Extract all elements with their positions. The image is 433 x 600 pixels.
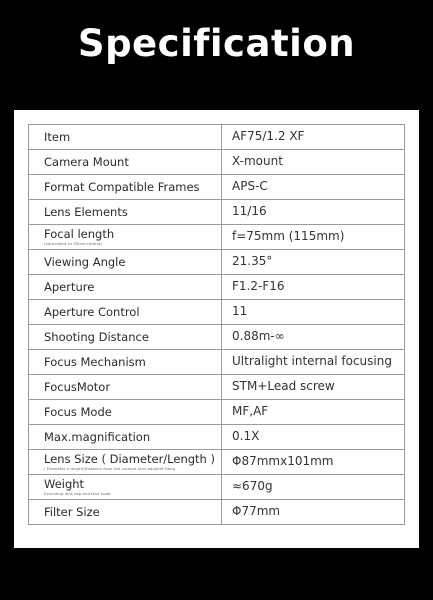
spec-label [29,125,222,150]
table-row [29,200,405,225]
spec-label-note: ( Diameter x length)Distance from the camera lens bayonet flang [44,465,176,471]
spec-label [29,300,222,325]
spec-value: 21.35° [222,250,405,275]
spec-label-text: Viewing Angle [44,254,126,269]
spec-label [29,150,222,175]
spec-value: Φ77mm [222,500,405,525]
spec-value: F1.2-F16 [222,275,405,300]
spec-label-note: (equivalent to 35mm format) [44,240,103,246]
spec-label-text: Aperture Control [44,304,140,319]
spec-label [29,425,222,450]
spec-label-text: FocusMotor [44,379,111,394]
spec-value: AF75/1.2 XF [222,125,405,150]
spec-label-text: Focal length [44,227,115,242]
spec-label-text: Camera Mount [44,154,129,169]
spec-label [29,450,222,475]
table-row [29,150,405,175]
spec-value: MF,AF [222,400,405,425]
spec-label-note: Excluding lens cap and lens hood [44,490,111,496]
spec-panel [14,110,419,548]
table-row [29,450,405,475]
spec-value: 11/16 [222,200,405,225]
spec-label-text: Aperture [44,279,95,294]
spec-label [29,275,222,300]
spec-label [29,350,222,375]
table-row [29,425,405,450]
table-row [29,475,405,500]
spec-value: ≈670g [222,475,405,500]
spec-label-text: Max.magnification [44,429,151,444]
spec-value: APS-C [222,175,405,200]
table-row [29,300,405,325]
spec-value: STM+Lead screw [222,375,405,400]
spec-value: 0.1X [222,425,405,450]
spec-label [29,500,222,525]
spec-value: X-mount [222,150,405,175]
spec-label-text: Focus Mode [44,404,112,419]
spec-value: 11 [222,300,405,325]
spec-label-text: Lens Elements [44,204,128,219]
table-row [29,225,405,250]
spec-label [29,375,222,400]
spec-label-text: Filter Size [44,504,100,519]
table-row [29,500,405,525]
table-row [29,275,405,300]
spec-value: f=75mm (115mm) [222,225,405,250]
spec-label [29,250,222,275]
spec-label-text: Item [44,129,71,144]
spec-value: Ultralight internal focusing [222,350,405,375]
spec-label [29,400,222,425]
spec-label [29,325,222,350]
spec-label-text: Lens Size ( Diameter/Length ) [44,452,215,467]
spec-label [29,175,222,200]
table-row [29,325,405,350]
spec-table [28,124,405,525]
spec-value: 0.88m-∞ [222,325,405,350]
spec-label-text: Format Compatible Frames [44,179,200,194]
table-row [29,175,405,200]
table-row [29,350,405,375]
page-title: Specification [77,22,356,65]
table-row [29,375,405,400]
spec-label-text: Focus Mechanism [44,354,146,369]
spec-label [29,475,222,500]
spec-label [29,200,222,225]
spec-label-text: Weight [44,477,85,492]
table-row [29,400,405,425]
spec-label [29,225,222,250]
spec-label-text: Shooting Distance [44,329,149,344]
spec-value: Φ87mmx101mm [222,450,405,475]
table-row [29,250,405,275]
table-row [29,125,405,150]
